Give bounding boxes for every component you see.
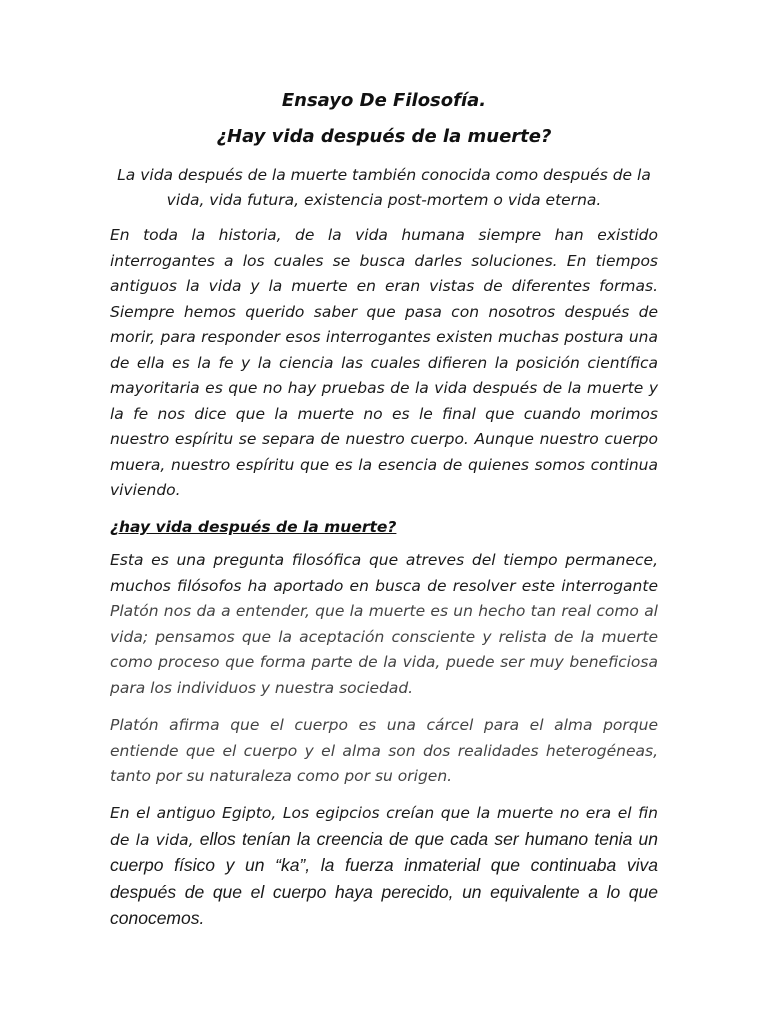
document-question-title: ¿Hay vida después de la muerte?: [216, 126, 552, 147]
paragraph-egypt: [110, 801, 658, 933]
paragraph-philosophy: [110, 548, 658, 701]
paragraph-history: En toda la historia, de la vida humana siempre han existido interrogantes a los cuales se busca darles soluciones. En tiempos antiguos la vida y la muerte en eran vistas de diferentes formas. Siempre hemos querido saber que pasa con nosotros después de morir, para responder esos interrogantes existen muchas postura una de ella es la fe y la ciencia las cuales difieren la posición científica mayoritaria es que no hay pruebas de la vida después de la muerte y la fe nos dice que la muerte no es le final que cuando morimos nuestro espíritu se separa de nuestro cuerpo. Aunque nuestro cuerpo muera, nuestro espíritu que es la esencia de quienes somos continua viviendo.: [110, 226, 658, 499]
document-title: Ensayo De Filosofía.: [281, 90, 487, 111]
paragraph-egypt-lead: En el antiguo Egipto, Los egipcios creían que la muerte no era el fin de la vida,: [110, 804, 658, 849]
section-subheading: ¿hay vida después de la muerte?: [110, 518, 397, 536]
intro-paragraph: La vida después de la muerte también conocida como después de la vida, vida futura, existencia post-mortem o vida eterna.: [117, 166, 651, 209]
paragraph-philosophy-plato: Platón nos da a entender, que la muerte es un hecho tan real como al vida; pensamos que la aceptación consciente y relista de la muerte como proceso que forma parte de la vida, puede ser muy beneficiosa para los individuos y nuestra sociedad.: [110, 602, 658, 697]
paragraph-philosophy-lead: Esta es una pregunta filosófica que atreves del tiempo permanece, muchos filósofos ha aportado en busca de resolver este interrogante: [110, 551, 658, 595]
paragraph-plato: Platón afirma que el cuerpo es una cárcel para el alma porque entiende que el cuerpo y el alma son dos realidades heterogéneas, tanto por su naturaleza como por su origen.: [110, 716, 658, 785]
paragraph-egypt-ka: ellos tenían la creencia de que cada ser humano tenia un cuerpo físico y un “ka”, la fuerza inmaterial que continuaba viva después de que el cuerpo haya perecido, un equivalente a lo que conocemos.: [110, 828, 658, 928]
